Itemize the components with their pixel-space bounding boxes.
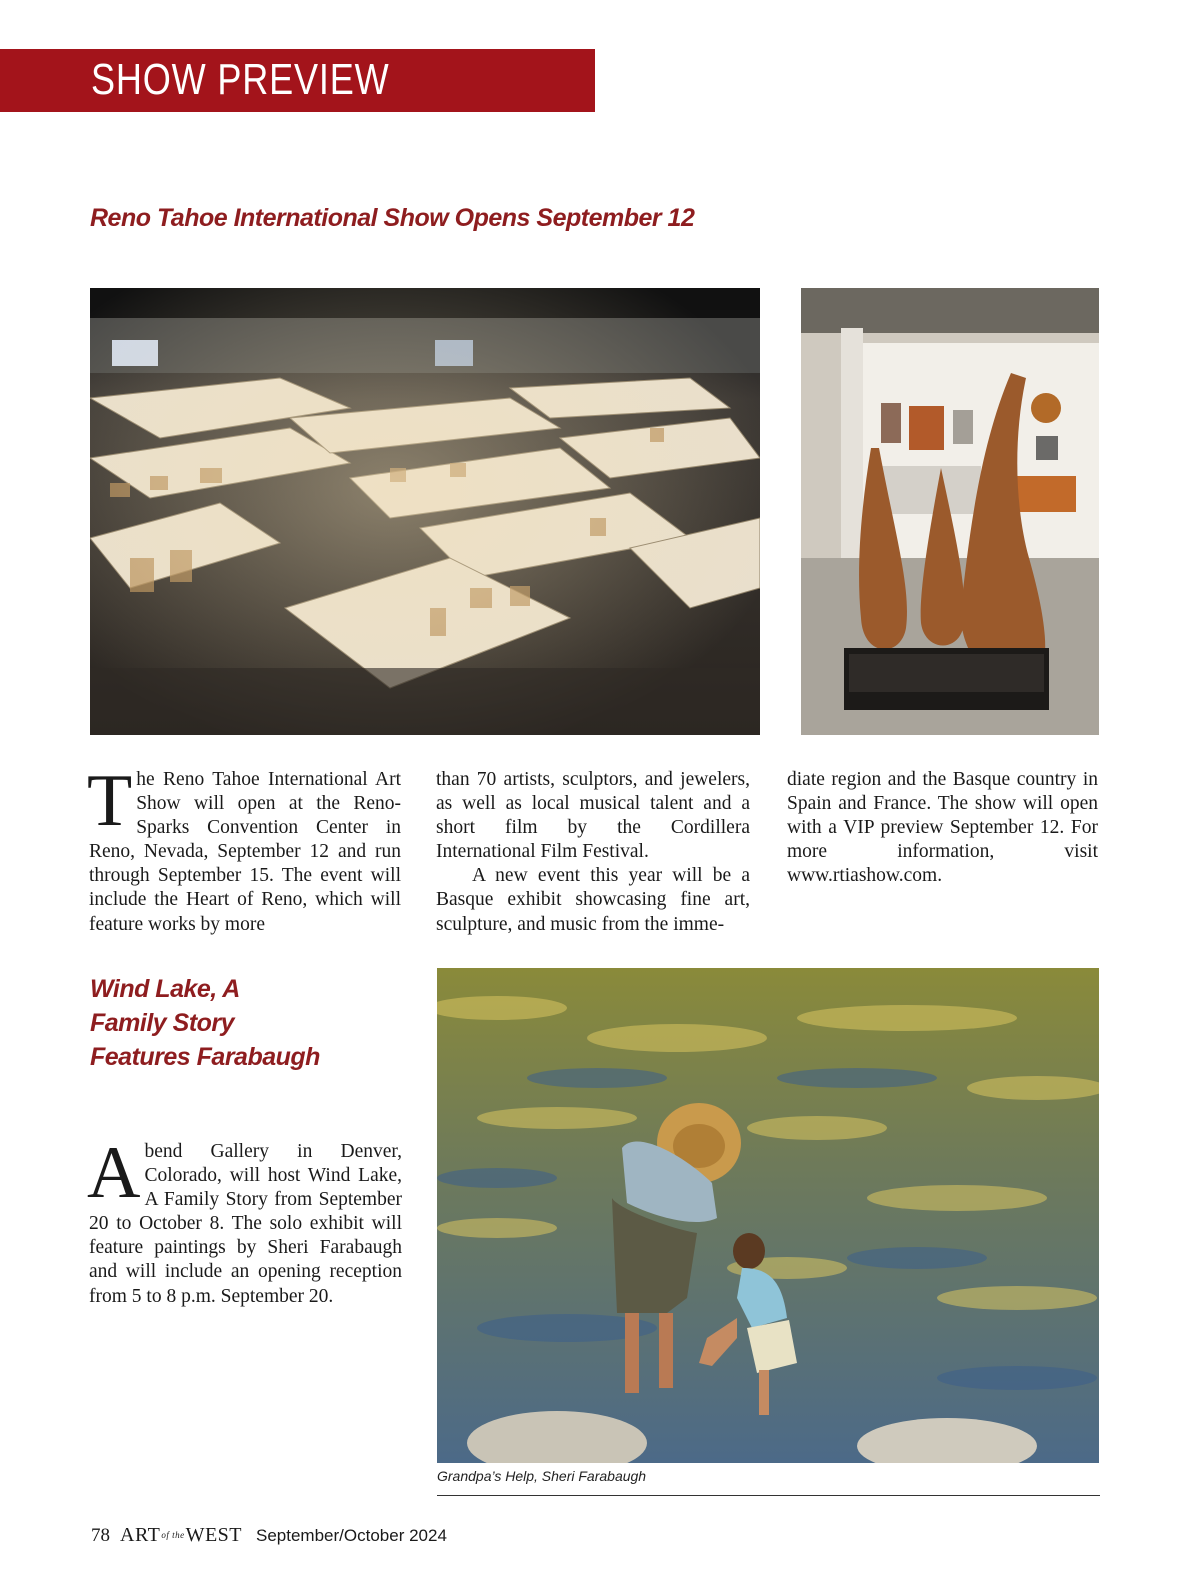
magazine-logo bbox=[120, 1524, 242, 1547]
section-title: SHOW PREVIEW bbox=[91, 55, 390, 104]
painting-grandpas-help bbox=[437, 968, 1099, 1463]
page-number: 78 bbox=[91, 1525, 110, 1546]
article1-column-2 bbox=[436, 768, 750, 937]
headline-line-1: Wind Lake, A bbox=[90, 975, 240, 1003]
logo-part-1: ART bbox=[120, 1524, 161, 1546]
article1-column-1 bbox=[87, 760, 401, 937]
article-headline-reno: Reno Tahoe International Show Opens September 12 bbox=[90, 204, 695, 232]
painting-caption: Grandpa’s Help, Sheri Farabaugh bbox=[437, 1468, 647, 1484]
page-footer bbox=[91, 1524, 447, 1550]
article1-col3-text: diate region and the Basque country in Spain and France. The show will open with a VIP preview September 12. For more information, visit www.rtiashow.com. bbox=[787, 769, 1098, 887]
headline-line-3: Features Farabaugh bbox=[90, 1043, 320, 1071]
article1-col2-paragraph-1: than 70 artists, sculptors, and jewelers, as well as local musical talent and a short film by the Cordillera International Film Festival. bbox=[436, 769, 750, 863]
photo-convention-hall bbox=[90, 288, 760, 735]
photo-wood-sculptures bbox=[801, 288, 1099, 735]
article-headline-wind-lake bbox=[90, 972, 320, 1074]
headline-line-2: Family Story bbox=[90, 1009, 235, 1037]
article1-col2-paragraph-2: A new event this year will be a Basque exhibit showcasing fine art, sculpture, and music from the imme- bbox=[436, 865, 750, 935]
logo-part-2: of the bbox=[161, 1530, 185, 1540]
article1-column-3 bbox=[787, 768, 1098, 888]
caption-rule bbox=[437, 1495, 1100, 1496]
section-banner bbox=[0, 49, 595, 112]
article2-body bbox=[87, 1132, 402, 1309]
drop-cap-a: A bbox=[87, 1132, 141, 1214]
issue-date: September/October 2024 bbox=[256, 1526, 447, 1545]
article1-col1-text: he Reno Tahoe International Art Show will open at the Reno-Sparks Convention Center in Reno, Nevada, September 12 and run through September 15. The event will include the Heart of Reno, which will feature works by more bbox=[89, 769, 401, 935]
logo-part-3: WEST bbox=[185, 1524, 242, 1546]
drop-cap-t: T bbox=[87, 760, 133, 842]
article2-body-text: bend Gallery in Denver, Colorado, will host Wind Lake, A Family Story from September 20 to October 8. The solo exhibit will feature paintings by Sheri Farabaugh and will include an opening reception from 5 to 8 p.m. September 20. bbox=[89, 1141, 402, 1307]
